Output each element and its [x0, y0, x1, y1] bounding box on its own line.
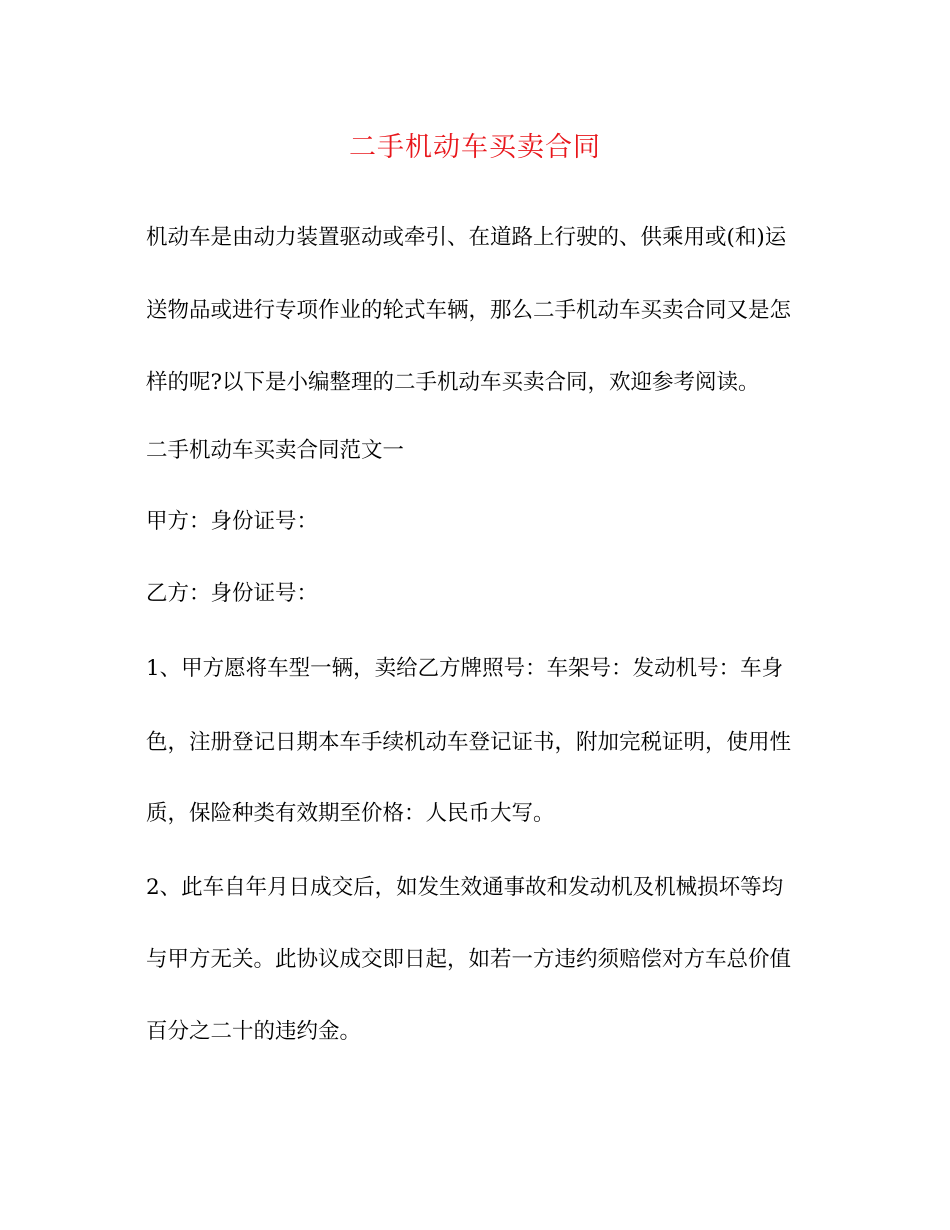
clause-1-line: 1、甲方愿将车型一辆，卖给乙方牌照号：车架号：发动机号：车身 [146, 656, 784, 681]
section-heading: 二手机动车买卖合同范文一 [146, 438, 405, 463]
clause-1-line: 色，注册登记日期本车手续机动车登记证书，附加完税证明，使用性 [146, 730, 792, 755]
clause-2-line: 百分之二十的违约金。 [146, 1019, 362, 1044]
clause-2-line: 与甲方无关。此协议成交即日起，如若一方违约须赔偿对方车总价值 [146, 947, 792, 972]
clause-1-line: 质，保险种类有效期至价格：人民币大写。 [146, 801, 555, 826]
paragraph-line: 样的呢?以下是小编整理的二手机动车买卖合同，欢迎参考阅读。 [146, 370, 760, 395]
paragraph-line: 送物品或进行专项作业的轮式车辆，那么二手机动车买卖合同又是怎 [146, 298, 792, 323]
party-a-line: 甲方：身份证号： [146, 509, 319, 534]
document-title: 二手机动车买卖合同 [349, 132, 601, 163]
party-b-line: 乙方：身份证号： [146, 581, 319, 606]
clause-2-line: 2、此车自年月日成交后，如发生效通事故和发动机及机械损坏等均 [146, 875, 784, 900]
paragraph-line: 机动车是由动力装置驱动或牵引、在道路上行驶的、供乘用或(和)运 [146, 225, 787, 250]
